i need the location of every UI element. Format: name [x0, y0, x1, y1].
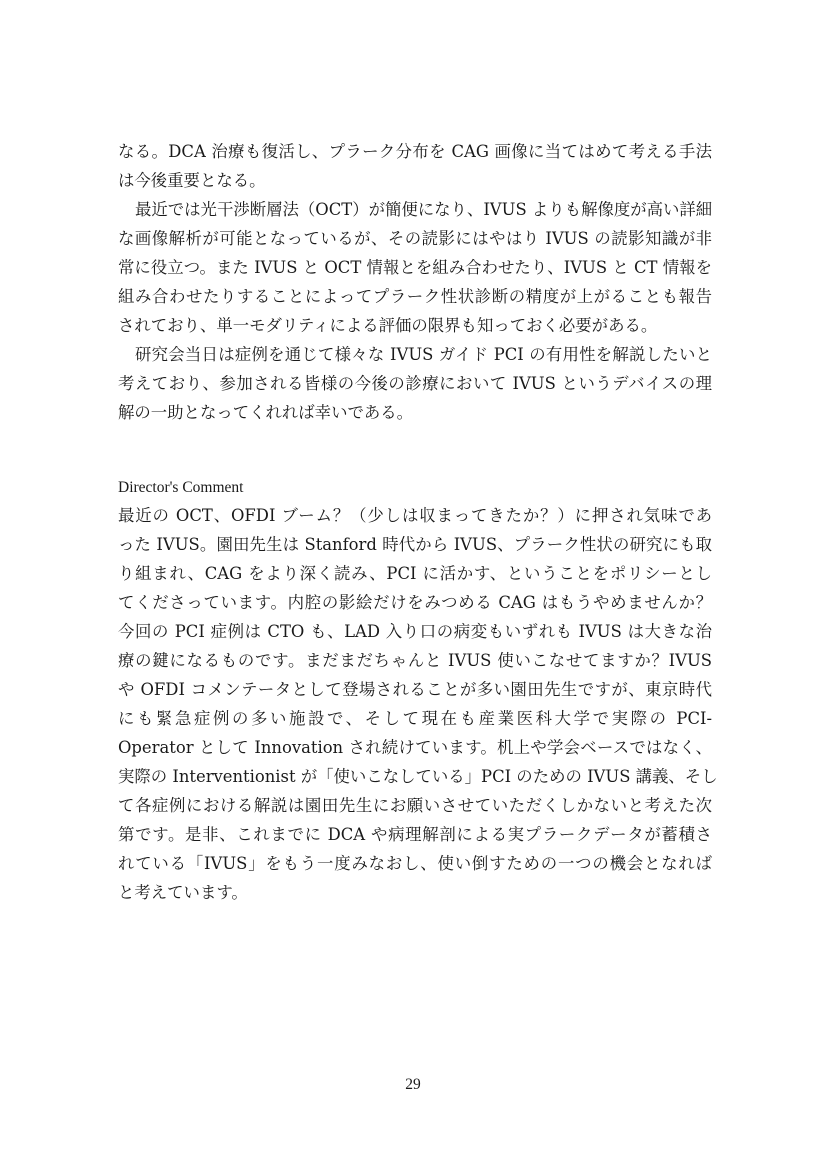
intro-line: されており、単一モダリティによる評価の限界も知っておく必要がある。: [118, 316, 658, 335]
intro-section: [118, 137, 712, 427]
comment-line: り組まれ、CAG をより深く読み、PCI に活かす、ということをポリシーとし: [118, 564, 712, 583]
directors-comment-body: [118, 501, 718, 907]
intro-line: 研究会当日は症例を通じて様々な IVUS ガイド PCI の有用性を解説したいと: [135, 345, 712, 364]
comment-line: 今回の PCI 症例は CTO も、LAD 入り口の病変もいずれも IVUS は大きな治: [118, 622, 712, 641]
page-number: 29: [405, 1076, 421, 1093]
comment-line: れている「IVUS」をもう一度みなおし、使い倒すための一つの機会となれば: [118, 854, 712, 873]
comment-line: てくださっています。内腔の影絵だけをみつめる CAG はもうやめませんか？: [118, 593, 712, 612]
intro-line: 考えており、参加される皆様の今後の診療において IVUS というデバイスの理: [118, 374, 712, 393]
comment-line: Operator として Innovation され続けています。机上や学会ベースではなく、: [118, 738, 712, 757]
intro-line: 解の一助となってくれれば幸いである。: [118, 403, 414, 422]
comment-line: 実際の Interventionist が「使いこなしている」PCI のための IVUS 講義、そし: [118, 767, 718, 786]
comment-line: て各症例における解説は園田先生にお願いさせていただくしかないと考えた次: [118, 796, 712, 815]
directors-comment-section: [118, 475, 718, 907]
intro-line: 最近では光干渉断層法（OCT）が簡便になり、IVUS よりも解像度が高い詳細: [135, 200, 713, 219]
comment-line: にも緊急症例の多い施設で、そして現在も産業医科大学で実際の PCI-: [118, 709, 712, 728]
intro-line: 常に役立つ。また IVUS と OCT 情報とを組み合わせたり、IVUS と CT 情報を: [118, 258, 712, 277]
comment-line: と考えています。: [118, 883, 248, 902]
intro-line: なる。DCA 治療も復活し、プラーク分布を CAG 画像に当てはめて考える手法: [118, 142, 712, 161]
comment-line: った IVUS。園田先生は Stanford 時代から IVUS、プラーク性状の研究にも取: [118, 535, 712, 554]
intro-line: な画像解析が可能となっているが、その読影にはやはり IVUS の読影知識が非: [118, 229, 712, 248]
comment-line: 最近の OCT、OFDI ブーム？（少しは収まってきたか？）に押され気味であ: [118, 506, 712, 525]
directors-comment-heading: Director's Comment: [118, 479, 244, 496]
comment-line: や OFDI コメンテータとして登場されることが多い園田先生ですが、東京時代: [118, 680, 712, 699]
comment-line: 第です。是非、これまでに DCA や病理解剖による実プラークデータが蓄積さ: [118, 825, 712, 844]
comment-line: 療の鍵になるものです。まだまだちゃんと IVUS 使いこなせてますか？IVUS: [118, 651, 712, 670]
intro-line: 組み合わせたりすることによってプラーク性状診断の精度が上がることも報告: [118, 287, 712, 306]
intro-line: は今後重要となる。: [118, 171, 266, 190]
